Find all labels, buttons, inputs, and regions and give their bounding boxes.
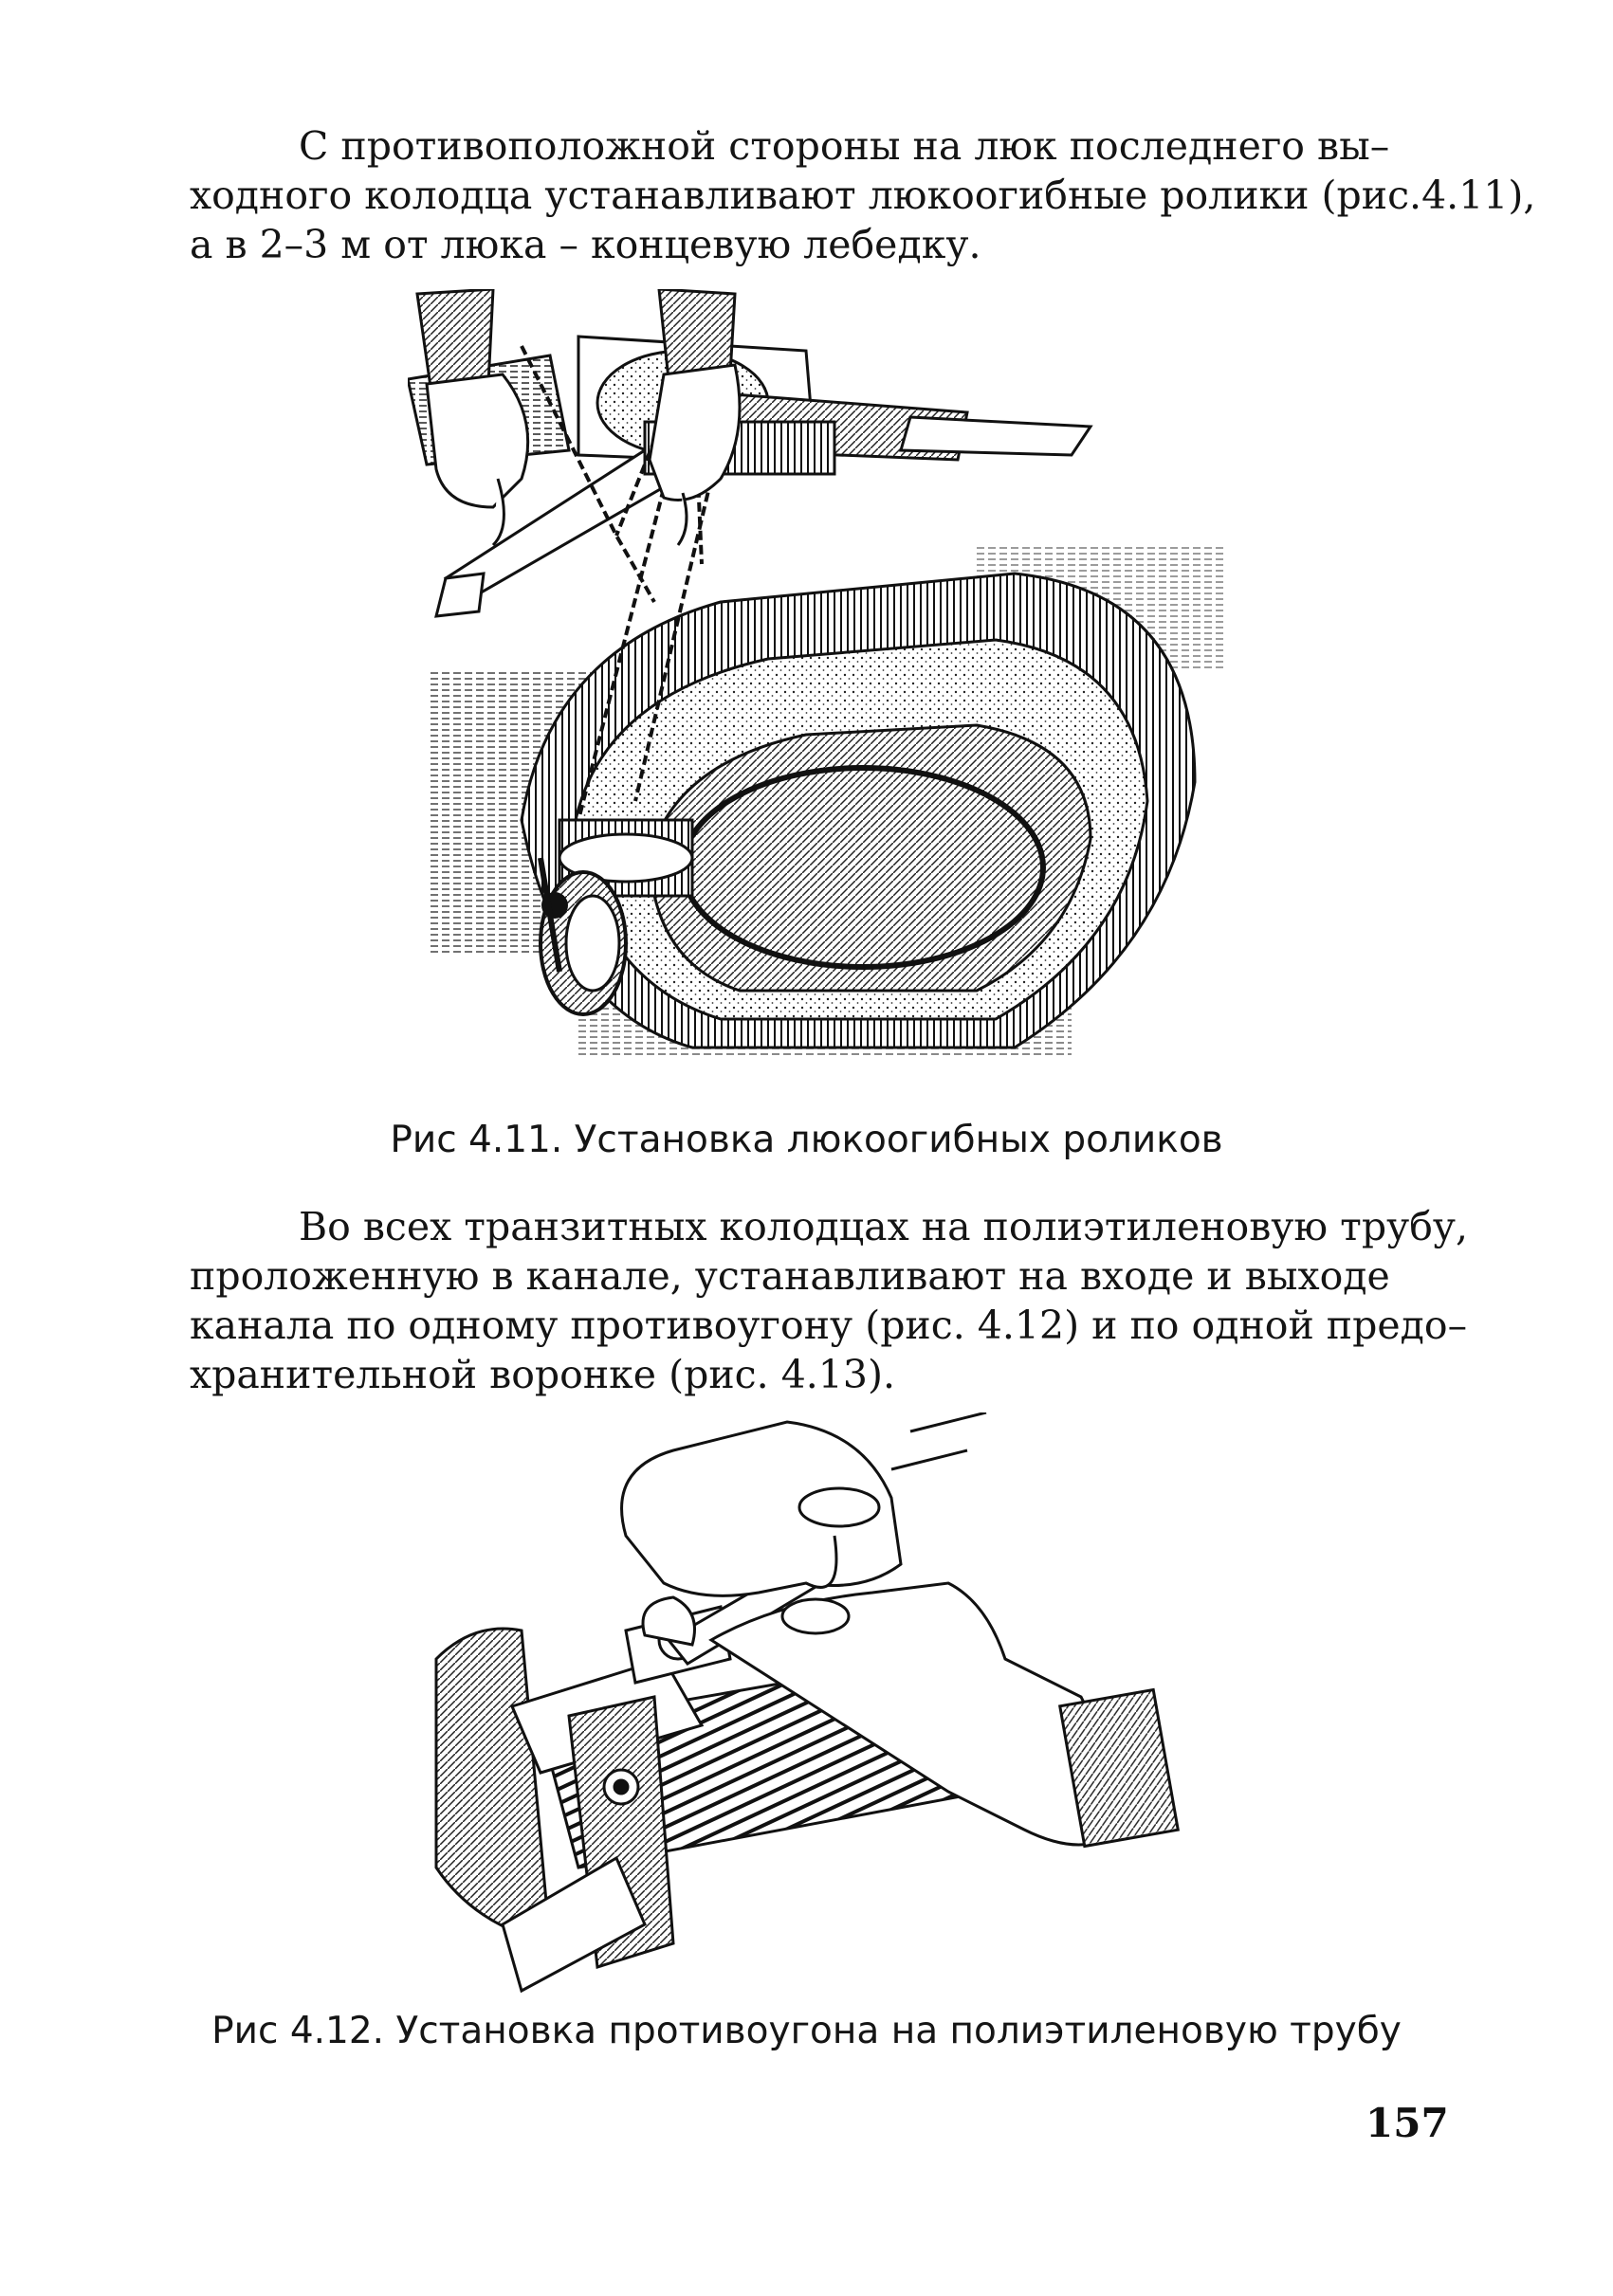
figure-anti-creep-clamp-illustration bbox=[417, 1412, 1214, 2000]
paragraph-2-line-2: проложенную в канале, устанавливают на входе и выходе bbox=[190, 1253, 1390, 1299]
paragraph-2-line-3: канала по одному противоугону (рис. 4.12) и по одной предо– bbox=[190, 1303, 1468, 1348]
figure-4-11-caption: Рис 4.11. Установка люкоогибных роликов bbox=[390, 1119, 1223, 1161]
paragraph-2 bbox=[190, 1202, 1469, 1399]
paragraph-2-line-1: Во всех транзитных колодцах на полиэтиленовую трубу, bbox=[299, 1204, 1469, 1249]
paragraph-1-line-2: ходного колодца устанавливают люкоогибные ролики (рис.4.11), bbox=[190, 173, 1536, 218]
upper-hand bbox=[622, 1412, 986, 1595]
right-hand bbox=[650, 289, 740, 545]
paragraph-2-line-4: хранительной воронке (рис. 4.13). bbox=[190, 1352, 896, 1397]
paragraph-1-line-3: а в 2–3 м от люка – концевую лебедку. bbox=[190, 222, 981, 267]
paragraph-1-line-1: С противоположной стороны на люк последнего вы– bbox=[299, 123, 1390, 169]
figure-4-12-caption: Рис 4.12. Установка противоугона на полиэтиленовую трубу bbox=[211, 2010, 1402, 2052]
paragraph-1 bbox=[190, 121, 1536, 269]
left-hand bbox=[417, 289, 528, 545]
page-number: 157 bbox=[1366, 2100, 1449, 2146]
canal-wall bbox=[436, 1629, 550, 1943]
figure-manhole-rollers-illustration bbox=[408, 289, 1242, 1104]
